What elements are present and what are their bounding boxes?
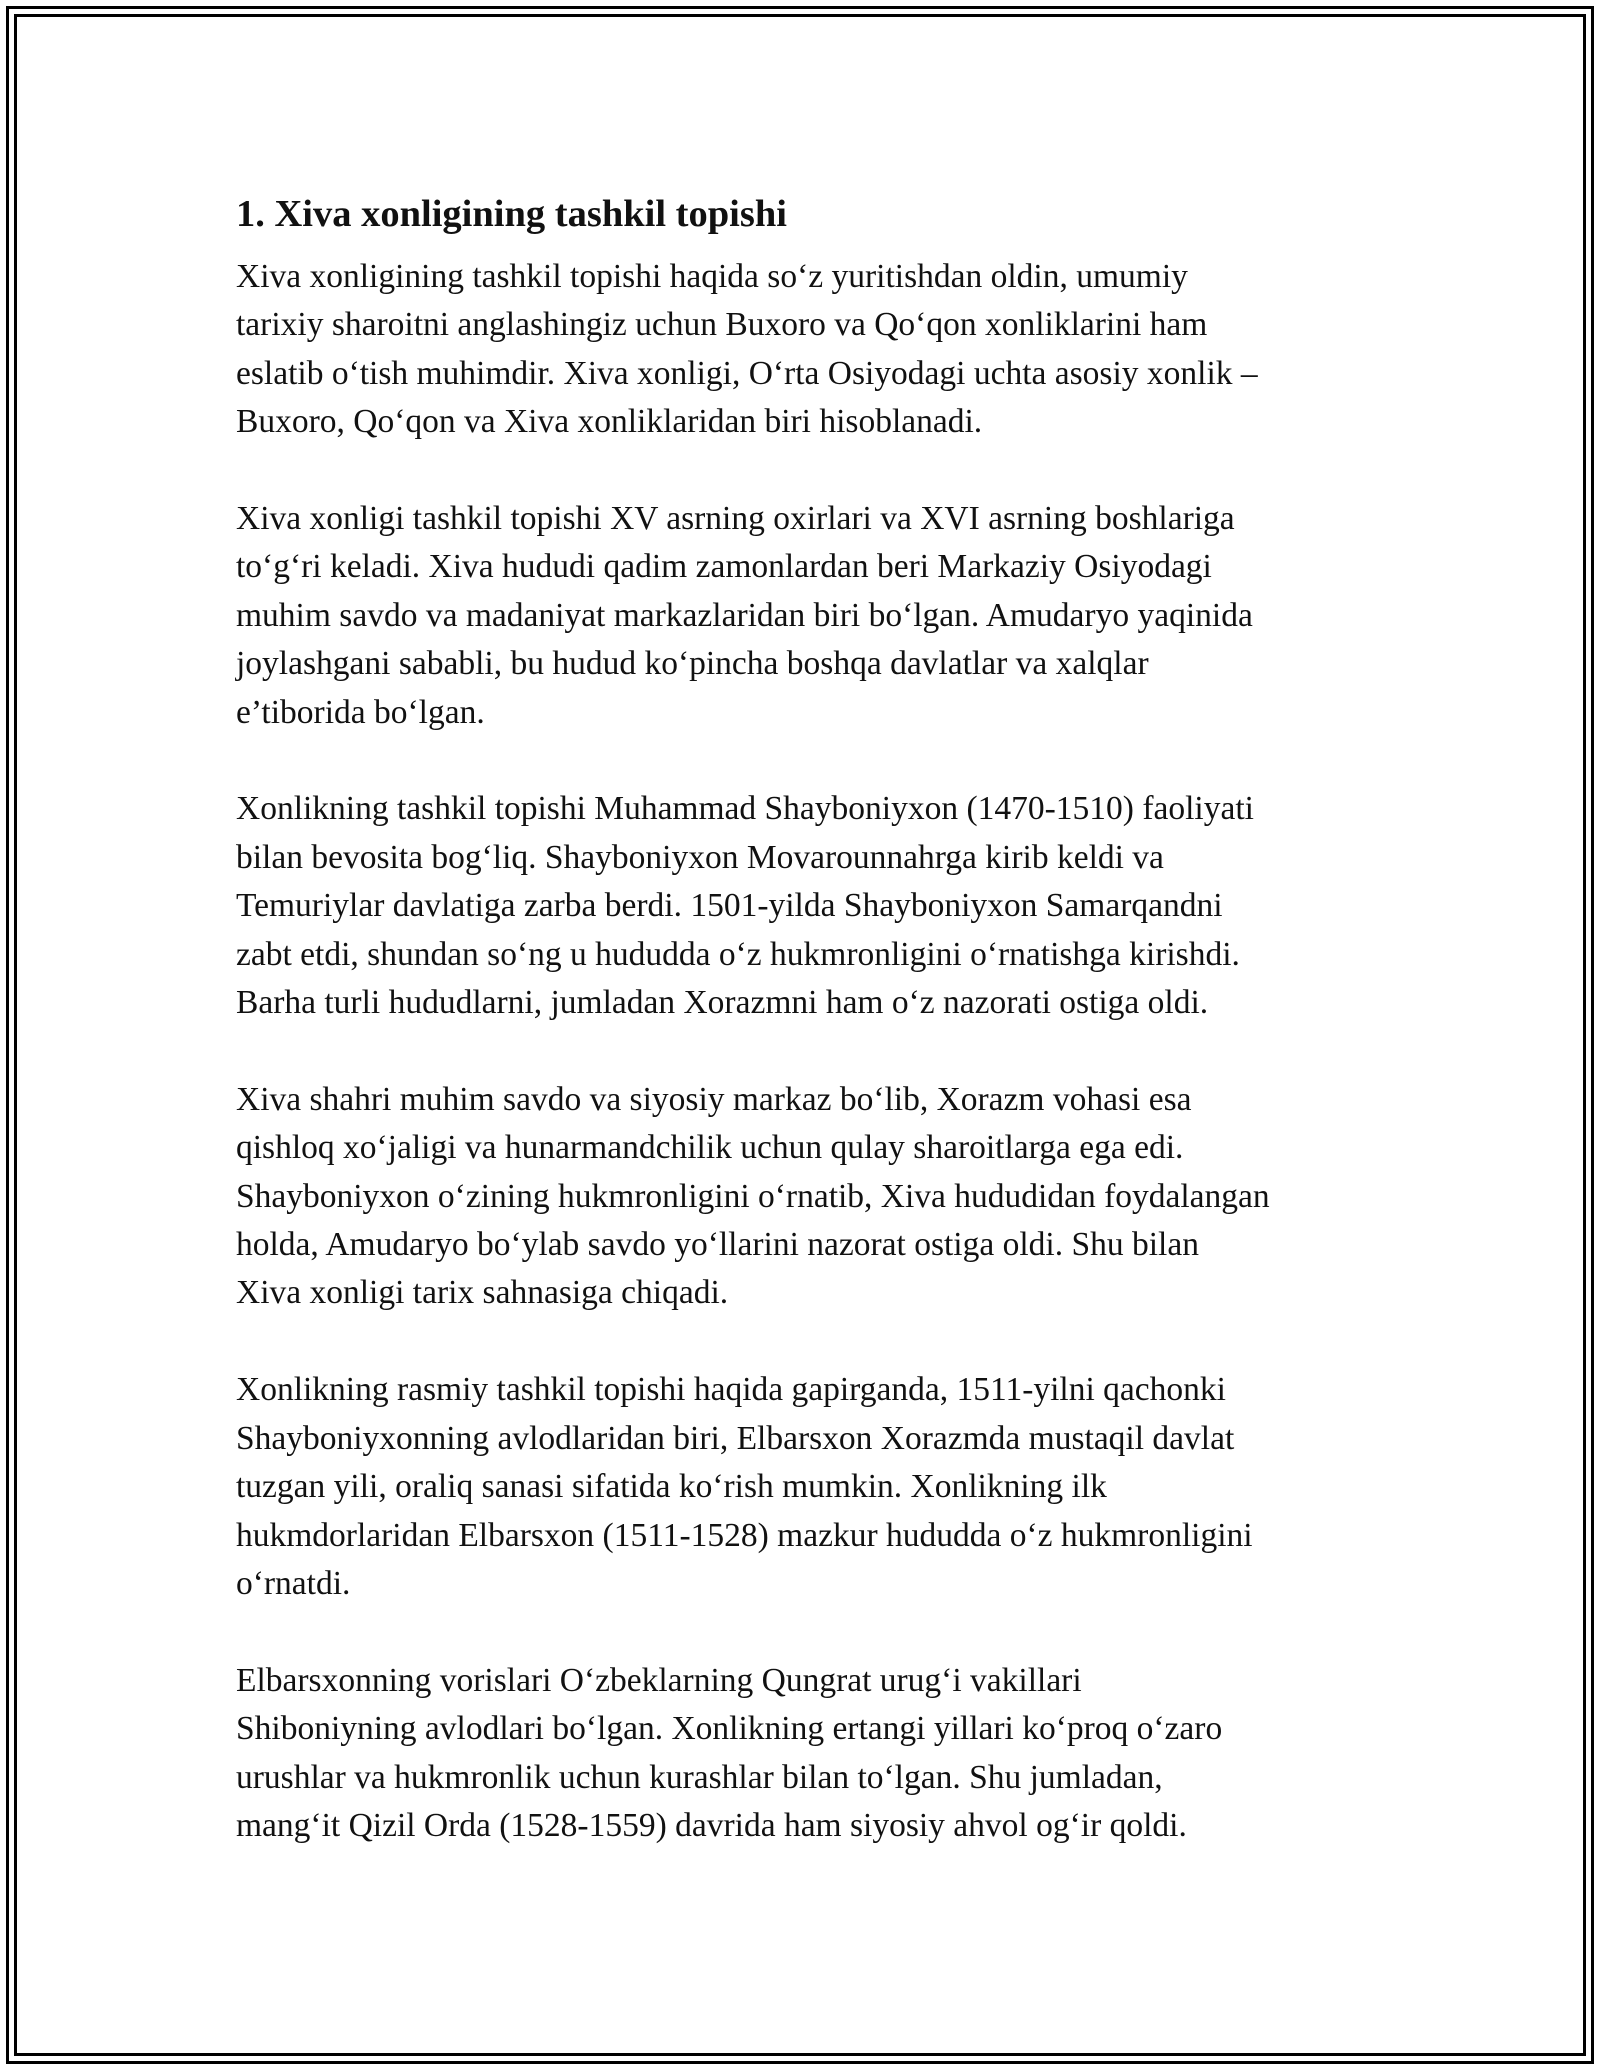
text-line: Barha turli hududlarni, jumladan Xorazmni ham o‘z nazorati ostiga oldi. [236, 984, 1209, 1022]
text-line: Elbarsxonning vorislari O‘zbeklarning Qungrat urug‘i vakillari [236, 1661, 1082, 1699]
text-line: joylashgani sababli, bu hudud ko‘pincha boshqa davlatlar va xalqlar [236, 645, 1149, 683]
document-title: 1. Xiva xonligining tashkil topishi [236, 193, 787, 235]
text-line: Xiva xonligi tashkil topishi XV asrning oxirlari va XVI asrning boshlariga [236, 500, 1235, 538]
text-line: Xonlikning rasmiy tashkil topishi haqida gapirganda, 1511-yilni qachonki [236, 1371, 1226, 1409]
text-line: bilan bevosita bog‘liq. Shayboniyxon Movarounnahrga kirib keldi va [236, 838, 1164, 876]
text-line: Xiva xonligining tashkil topishi haqida so‘z yuritishdan oldin, umumiy [236, 258, 1188, 295]
text-line: o‘rnatdi. [236, 1564, 351, 1602]
text-line: urushlar va hukmronlik uchun kurashlar bilan to‘lgan. Shu jumladan, [236, 1758, 1163, 1796]
text-line: tuzgan yili, oraliq sanasi sifatida ko‘rish mumkin. Xonlikning ilk [236, 1468, 1107, 1506]
paragraph [236, 495, 1376, 737]
text-line: muhim savdo va madaniyat markazlaridan biri bo‘lgan. Amudaryo yaqinida [236, 596, 1253, 634]
text-line: mang‘it Qizil Orda (1528-1559) davrida ham siyosiy ahvol og‘ir qoldi. [236, 1806, 1187, 1844]
text-line: qishloq xo‘jaligi va hunarmandchilik uchun qulay sharoitlarga ega edi. [236, 1129, 1184, 1167]
text-line: zabt etdi, shundan so‘ng u hududda o‘z hukmronligini o‘rnatishga kirishdi. [236, 935, 1240, 973]
paragraph [236, 1366, 1376, 1608]
text-line: Temuriylar davlatiga zarba berdi. 1501-yilda Shayboniyxon Samarqandni [236, 887, 1223, 925]
paragraph [236, 1657, 1376, 1851]
text-line: Shiboniyning avlodlari bo‘lgan. Xonlikning ertangi yillari ko‘proq o‘zaro [236, 1710, 1223, 1748]
text-line: tarixiy sharoitni anglashingiz uchun Buxoro va Qo‘qon xonliklarini ham [236, 306, 1208, 344]
text-line: Xiva shahri muhim savdo va siyosiy markaz bo‘lib, Xorazm vohasi esa [236, 1080, 1192, 1118]
document-body [236, 184, 1376, 1899]
text-line: hukmdorlaridan Elbarsxon (1511-1528) mazkur hududda o‘z hukmronligini [236, 1516, 1253, 1554]
text-line: eslatib o‘tish muhimdir. Xiva xonligi, O‘rta Osiyodagi uchta asosiy xonlik – [236, 354, 1258, 392]
text-line: e’tiborida bo‘lgan. [236, 693, 485, 731]
text-line: to‘g‘ri keladi. Xiva hududi qadim zamonlardan beri Markaziy Osiyodagi [236, 548, 1212, 586]
text-line: Buxoro, Qo‘qon va Xiva xonliklaridan biri hisoblanadi. [236, 403, 983, 441]
paragraph [236, 785, 1376, 1027]
text-line: Shayboniyxonning avlodlaridan biri, Elbarsxon Xorazmda mustaqil davlat [236, 1419, 1235, 1457]
paragraph [236, 1076, 1376, 1318]
text-line: Xiva xonligi tarix sahnasiga chiqadi. [236, 1274, 729, 1312]
text-line: Shayboniyxon o‘zining hukmronligini o‘rnatib, Xiva hududidan foydalangan [236, 1177, 1270, 1215]
text-line: holda, Amudaryo bo‘ylab savdo yo‘llarini nazorat ostiga oldi. Shu bilan [236, 1226, 1199, 1264]
text-line: Xonlikning tashkil topishi Muhammad Shayboniyxon (1470-1510) faoliyati [236, 790, 1254, 828]
paragraph [236, 253, 1376, 447]
